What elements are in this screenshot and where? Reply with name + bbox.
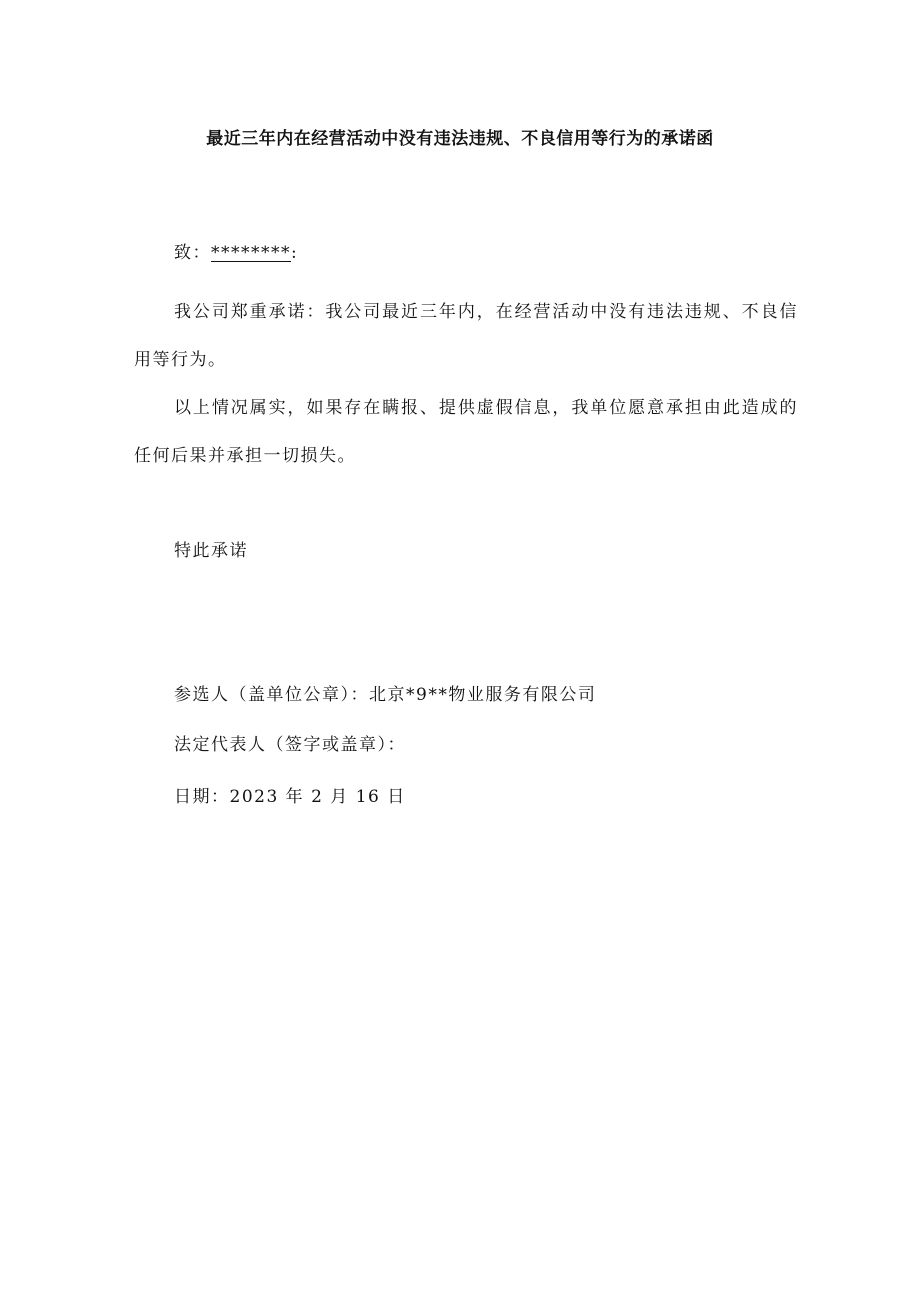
- commitment-paragraph: 我公司郑重承诺：我公司最近三年内，在经营活动中没有违法违规、不良信用等行为。: [134, 302, 798, 370]
- bidder-label: 参选人（盖单位公章）：: [174, 685, 369, 705]
- closing-text: 特此承诺: [174, 541, 248, 561]
- date-line: [174, 782, 406, 807]
- date-label: 日期：: [174, 787, 230, 807]
- legal-representative-label: 法定代表人（签字或盖章）：: [174, 735, 406, 755]
- bidder-signature-line: [174, 680, 596, 705]
- legal-representative-line: [174, 730, 406, 755]
- liability-paragraph: 以上情况属实，如果存在瞒报、提供虚假信息，我单位愿意承担由此造成的任何后果并承担一切损失。: [134, 398, 798, 466]
- document-title: 最近三年内在经营活动中没有违法违规、不良信用等行为的承诺函: [206, 129, 714, 149]
- greeting-line: [174, 238, 298, 263]
- greeting-prefix: 致：: [174, 243, 211, 263]
- date-value: 2023 年 2 月 16 日: [229, 787, 406, 807]
- greeting-suffix: :: [291, 243, 299, 263]
- bidder-name: 北京*9**物业服务有限公司: [369, 685, 597, 705]
- recipient-name: ********: [211, 243, 291, 263]
